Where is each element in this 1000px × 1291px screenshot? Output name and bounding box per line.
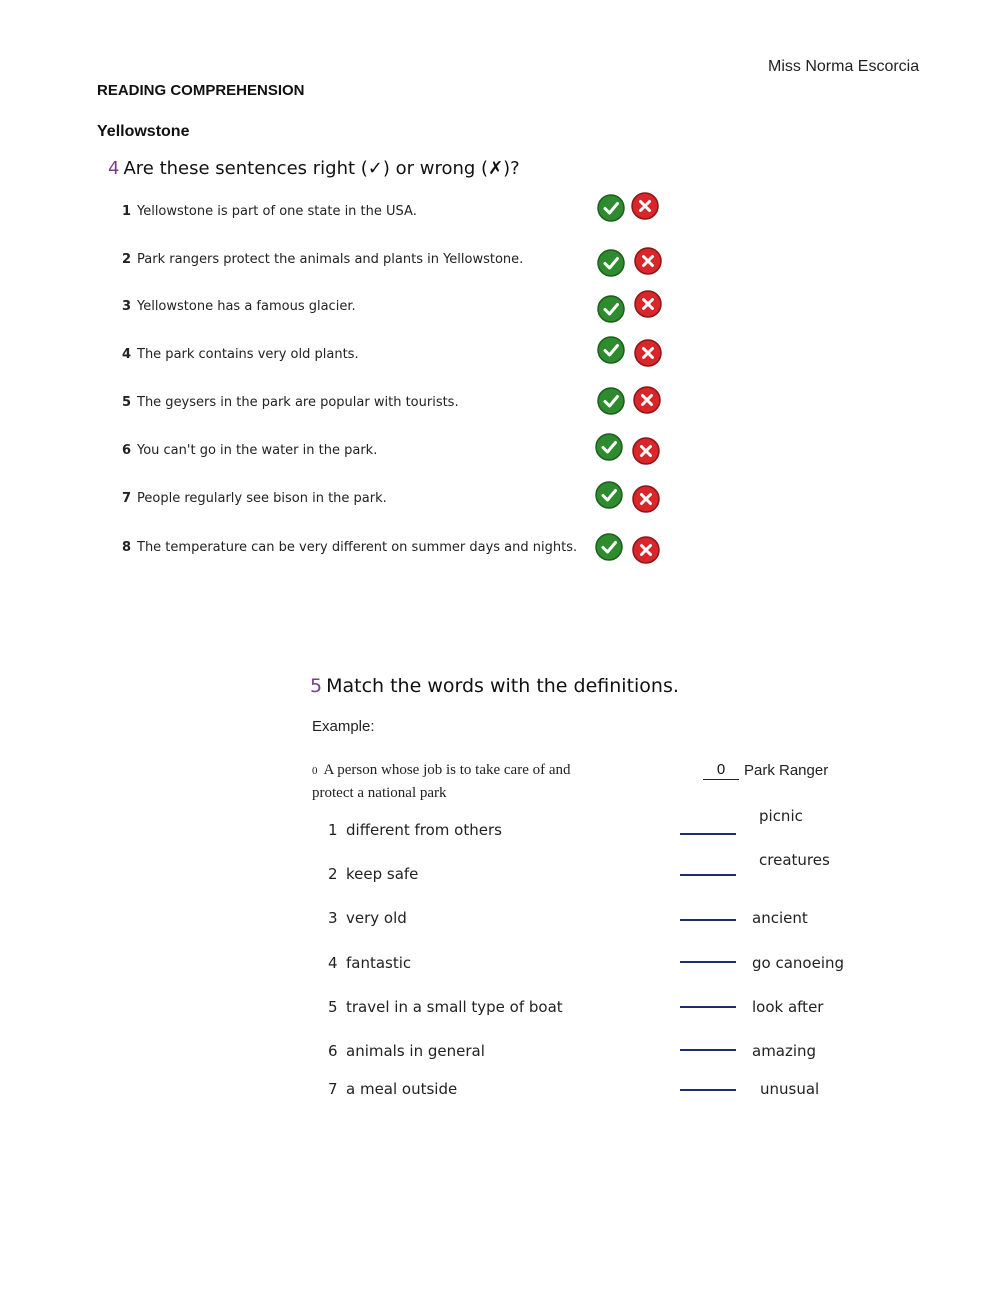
right-check-icon[interactable] — [595, 533, 623, 561]
exercise-number: 5 — [310, 675, 323, 697]
sentence-number: 7 — [122, 491, 132, 506]
sentence-text: People regularly see bison in the park. — [137, 491, 387, 506]
right-check-icon[interactable] — [597, 336, 625, 364]
right-check-icon[interactable] — [595, 481, 623, 509]
teacher-name: Miss Norma Escorcia — [768, 58, 920, 75]
sentence-row — [122, 491, 387, 506]
sentence-number: 8 — [122, 540, 132, 555]
sentence-row — [122, 395, 459, 410]
right-check-icon[interactable] — [597, 387, 625, 415]
word-option: picnic — [759, 807, 803, 825]
example-answer: 0 — [703, 762, 739, 780]
definition-number: 7 — [328, 1080, 338, 1098]
definition-text: different from others — [346, 821, 502, 839]
word-option: look after — [752, 998, 824, 1016]
exercise-instruction: Are these sentences right (✓) or wrong (✗)? — [123, 158, 520, 179]
definition-row — [328, 909, 407, 927]
word-option: unusual — [760, 1080, 820, 1098]
example-definition-text: A person whose job is to take care of and protect a national park — [312, 762, 571, 801]
sentence-number: 5 — [122, 395, 132, 410]
exercise-5-heading — [310, 675, 679, 697]
definition-row — [328, 865, 418, 883]
answer-blank-5[interactable] — [680, 1006, 736, 1008]
wrong-cross-icon[interactable] — [632, 485, 660, 513]
sentence-row — [122, 252, 523, 267]
example-label: Example: — [312, 718, 375, 735]
wrong-cross-icon[interactable] — [634, 290, 662, 318]
word-option: amazing — [752, 1042, 817, 1060]
wrong-cross-icon[interactable] — [631, 192, 659, 220]
definition-number: 2 — [328, 865, 338, 883]
answer-blank-2[interactable] — [680, 874, 736, 876]
sentence-row — [122, 299, 356, 314]
answer-blank-7[interactable] — [680, 1089, 736, 1091]
sentence-text: The park contains very old plants. — [137, 347, 359, 362]
definition-number: 1 — [328, 821, 338, 839]
answer-blank-1[interactable] — [680, 833, 736, 835]
sentence-text: Yellowstone has a famous glacier. — [137, 299, 356, 314]
sentence-row — [122, 204, 417, 219]
exercise-4-heading — [108, 158, 520, 179]
exercise-number: 4 — [108, 158, 120, 179]
answer-blank-3[interactable] — [680, 919, 736, 921]
sentence-number: 2 — [122, 252, 132, 267]
definition-number: 4 — [328, 954, 338, 972]
definition-text: keep safe — [346, 865, 419, 883]
definition-text: very old — [346, 909, 407, 927]
sentence-number: 6 — [122, 443, 132, 458]
document-title: READING COMPREHENSION — [97, 82, 305, 99]
sentence-row — [122, 443, 377, 458]
definition-number: 6 — [328, 1042, 338, 1060]
sentence-text: Yellowstone is part of one state in the USA. — [137, 204, 417, 219]
definition-row — [328, 1042, 485, 1060]
example-word: Park Ranger — [744, 762, 829, 779]
example-definition — [312, 759, 612, 804]
right-check-icon[interactable] — [597, 249, 625, 277]
wrong-cross-icon[interactable] — [632, 437, 660, 465]
definition-number: 3 — [328, 909, 338, 927]
sentence-text: The geysers in the park are popular with tourists. — [137, 395, 459, 410]
sentence-row — [122, 540, 577, 555]
answer-blank-6[interactable] — [680, 1049, 736, 1051]
wrong-cross-icon[interactable] — [634, 247, 662, 275]
word-option: go canoeing — [752, 954, 845, 972]
sentence-number: 1 — [122, 204, 132, 219]
definition-number: 5 — [328, 998, 338, 1016]
word-option: creatures — [759, 851, 830, 869]
wrong-cross-icon[interactable] — [633, 386, 661, 414]
exercise-instruction: Match the words with the definitions. — [326, 675, 679, 697]
definition-row — [328, 954, 411, 972]
wrong-cross-icon[interactable] — [634, 339, 662, 367]
sentence-text: Park rangers protect the animals and plants in Yellowstone. — [137, 252, 524, 267]
sentence-row — [122, 347, 359, 362]
example-number: 0 — [312, 765, 318, 777]
answer-blank-4[interactable] — [680, 961, 736, 963]
word-option: ancient — [752, 909, 808, 927]
definition-text: travel in a small type of boat — [346, 998, 563, 1016]
reading-subtitle: Yellowstone — [97, 123, 190, 140]
sentence-number: 4 — [122, 347, 132, 362]
sentence-text: You can't go in the water in the park. — [137, 443, 378, 458]
definition-text: animals in general — [346, 1042, 485, 1060]
definition-row — [328, 1080, 457, 1098]
definition-row — [328, 821, 502, 839]
sentence-text: The temperature can be very different on summer days and nights. — [137, 540, 578, 555]
wrong-cross-icon[interactable] — [632, 536, 660, 564]
definition-text: a meal outside — [346, 1080, 458, 1098]
definition-text: fantastic — [346, 954, 412, 972]
definition-row — [328, 998, 563, 1016]
right-check-icon[interactable] — [597, 194, 625, 222]
right-check-icon[interactable] — [597, 295, 625, 323]
right-check-icon[interactable] — [595, 433, 623, 461]
sentence-number: 3 — [122, 299, 132, 314]
